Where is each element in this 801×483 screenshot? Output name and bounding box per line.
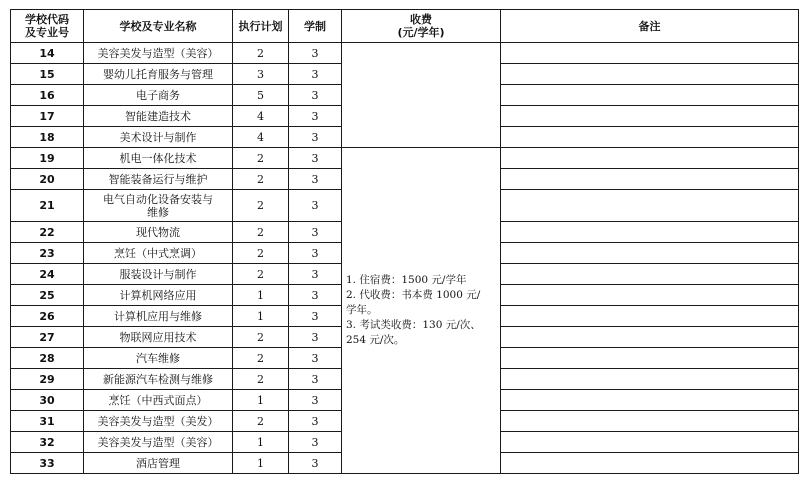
fee-note-line: 1. 住宿费：1500 元/学年	[346, 274, 467, 286]
row-plan: 2	[233, 411, 289, 432]
row-years: 3	[289, 190, 342, 222]
row-name	[84, 190, 233, 222]
row-years: 3	[289, 222, 342, 243]
row-code: 23	[11, 243, 84, 264]
row-remark	[501, 306, 799, 327]
row-name: 美容美发与造型（美容）	[84, 43, 233, 64]
admission-plan-table	[10, 9, 799, 474]
fee-note	[342, 148, 501, 474]
row-name: 烹饪（中西式面点）	[84, 390, 233, 411]
row-remark	[501, 127, 799, 148]
row-years: 3	[289, 369, 342, 390]
row-plan: 4	[233, 127, 289, 148]
row-years: 3	[289, 64, 342, 85]
row-name: 智能建造技术	[84, 106, 233, 127]
row-code: 24	[11, 264, 84, 285]
header-code-line1: 学校代码	[25, 13, 69, 26]
row-remark	[501, 264, 799, 285]
header-fee-line1: 收费	[410, 13, 432, 26]
row-remark	[501, 169, 799, 190]
row-plan: 2	[233, 243, 289, 264]
row-plan: 2	[233, 169, 289, 190]
row-years: 3	[289, 411, 342, 432]
row-remark	[501, 64, 799, 85]
row-code: 18	[11, 127, 84, 148]
row-remark	[501, 348, 799, 369]
row-name-line2: 维修	[147, 205, 169, 219]
row-code: 17	[11, 106, 84, 127]
row-code: 27	[11, 327, 84, 348]
row-remark	[501, 411, 799, 432]
row-remark	[501, 222, 799, 243]
row-years: 3	[289, 243, 342, 264]
row-name: 美容美发与造型（美容）	[84, 432, 233, 453]
row-plan: 2	[233, 222, 289, 243]
row-years: 3	[289, 106, 342, 127]
row-years: 3	[289, 348, 342, 369]
row-code: 15	[11, 64, 84, 85]
header-code-line2: 及专业号	[25, 26, 69, 39]
table-header-row	[11, 10, 799, 43]
row-name: 美容美发与造型（美发）	[84, 411, 233, 432]
row-name: 服装设计与制作	[84, 264, 233, 285]
row-code: 20	[11, 169, 84, 190]
row-plan: 1	[233, 285, 289, 306]
header-remark: 备注	[501, 10, 799, 43]
row-name: 婴幼儿托育服务与管理	[84, 64, 233, 85]
row-remark	[501, 43, 799, 64]
row-years: 3	[289, 43, 342, 64]
row-plan: 1	[233, 390, 289, 411]
row-code: 26	[11, 306, 84, 327]
row-name: 物联网应用技术	[84, 327, 233, 348]
row-remark	[501, 327, 799, 348]
fee-cell-empty	[342, 43, 501, 148]
row-code: 14	[11, 43, 84, 64]
header-name: 学校及专业名称	[84, 10, 233, 43]
header-code	[11, 10, 84, 43]
row-remark	[501, 243, 799, 264]
row-years: 3	[289, 264, 342, 285]
fee-note-line: 2. 代收费：书本费 1000 元/	[346, 289, 481, 301]
row-name: 机电一体化技术	[84, 148, 233, 169]
row-plan: 5	[233, 85, 289, 106]
row-years: 3	[289, 285, 342, 306]
row-name: 汽车维修	[84, 348, 233, 369]
row-remark	[501, 148, 799, 169]
row-plan: 2	[233, 327, 289, 348]
row-name: 烹饪（中式烹调）	[84, 243, 233, 264]
row-years: 3	[289, 169, 342, 190]
row-years: 3	[289, 327, 342, 348]
row-plan: 2	[233, 348, 289, 369]
row-years: 3	[289, 390, 342, 411]
row-name: 计算机网络应用	[84, 285, 233, 306]
row-code: 30	[11, 390, 84, 411]
fee-note-line: 3. 考试类收费：130 元/次、	[346, 319, 481, 331]
row-years: 3	[289, 127, 342, 148]
table-row	[11, 148, 799, 169]
row-name: 美术设计与制作	[84, 127, 233, 148]
row-remark	[501, 390, 799, 411]
row-years: 3	[289, 306, 342, 327]
row-name: 电子商务	[84, 85, 233, 106]
row-code: 28	[11, 348, 84, 369]
header-plan: 执行计划	[233, 10, 289, 43]
header-fee-line2: (元/学年)	[397, 26, 445, 39]
row-code: 25	[11, 285, 84, 306]
row-name: 计算机应用与维修	[84, 306, 233, 327]
row-remark	[501, 369, 799, 390]
row-plan: 1	[233, 306, 289, 327]
row-name: 智能装备运行与维护	[84, 169, 233, 190]
row-remark	[501, 190, 799, 222]
row-code: 29	[11, 369, 84, 390]
row-remark	[501, 432, 799, 453]
table-row	[11, 43, 799, 64]
row-code: 31	[11, 411, 84, 432]
row-name: 现代物流	[84, 222, 233, 243]
header-fee	[342, 10, 501, 43]
row-plan: 2	[233, 264, 289, 285]
row-plan: 4	[233, 106, 289, 127]
row-plan: 1	[233, 432, 289, 453]
row-years: 3	[289, 453, 342, 474]
fee-note-line: 学年。	[346, 304, 378, 316]
row-code: 19	[11, 148, 84, 169]
row-name: 酒店管理	[84, 453, 233, 474]
row-remark	[501, 106, 799, 127]
row-years: 3	[289, 85, 342, 106]
row-code: 32	[11, 432, 84, 453]
row-code: 33	[11, 453, 84, 474]
row-name: 新能源汽车检测与维修	[84, 369, 233, 390]
row-name-line1: 电气自动化设备安装与	[103, 192, 213, 206]
row-years: 3	[289, 148, 342, 169]
row-plan: 2	[233, 148, 289, 169]
row-plan: 3	[233, 64, 289, 85]
row-plan: 2	[233, 43, 289, 64]
row-plan: 2	[233, 369, 289, 390]
row-plan: 2	[233, 190, 289, 222]
row-remark	[501, 453, 799, 474]
row-plan: 1	[233, 453, 289, 474]
header-duration: 学制	[289, 10, 342, 43]
row-code: 16	[11, 85, 84, 106]
row-remark	[501, 85, 799, 106]
fee-note-line: 254 元/次。	[346, 334, 405, 346]
row-years: 3	[289, 432, 342, 453]
row-code: 21	[11, 190, 84, 222]
row-remark	[501, 285, 799, 306]
row-code: 22	[11, 222, 84, 243]
